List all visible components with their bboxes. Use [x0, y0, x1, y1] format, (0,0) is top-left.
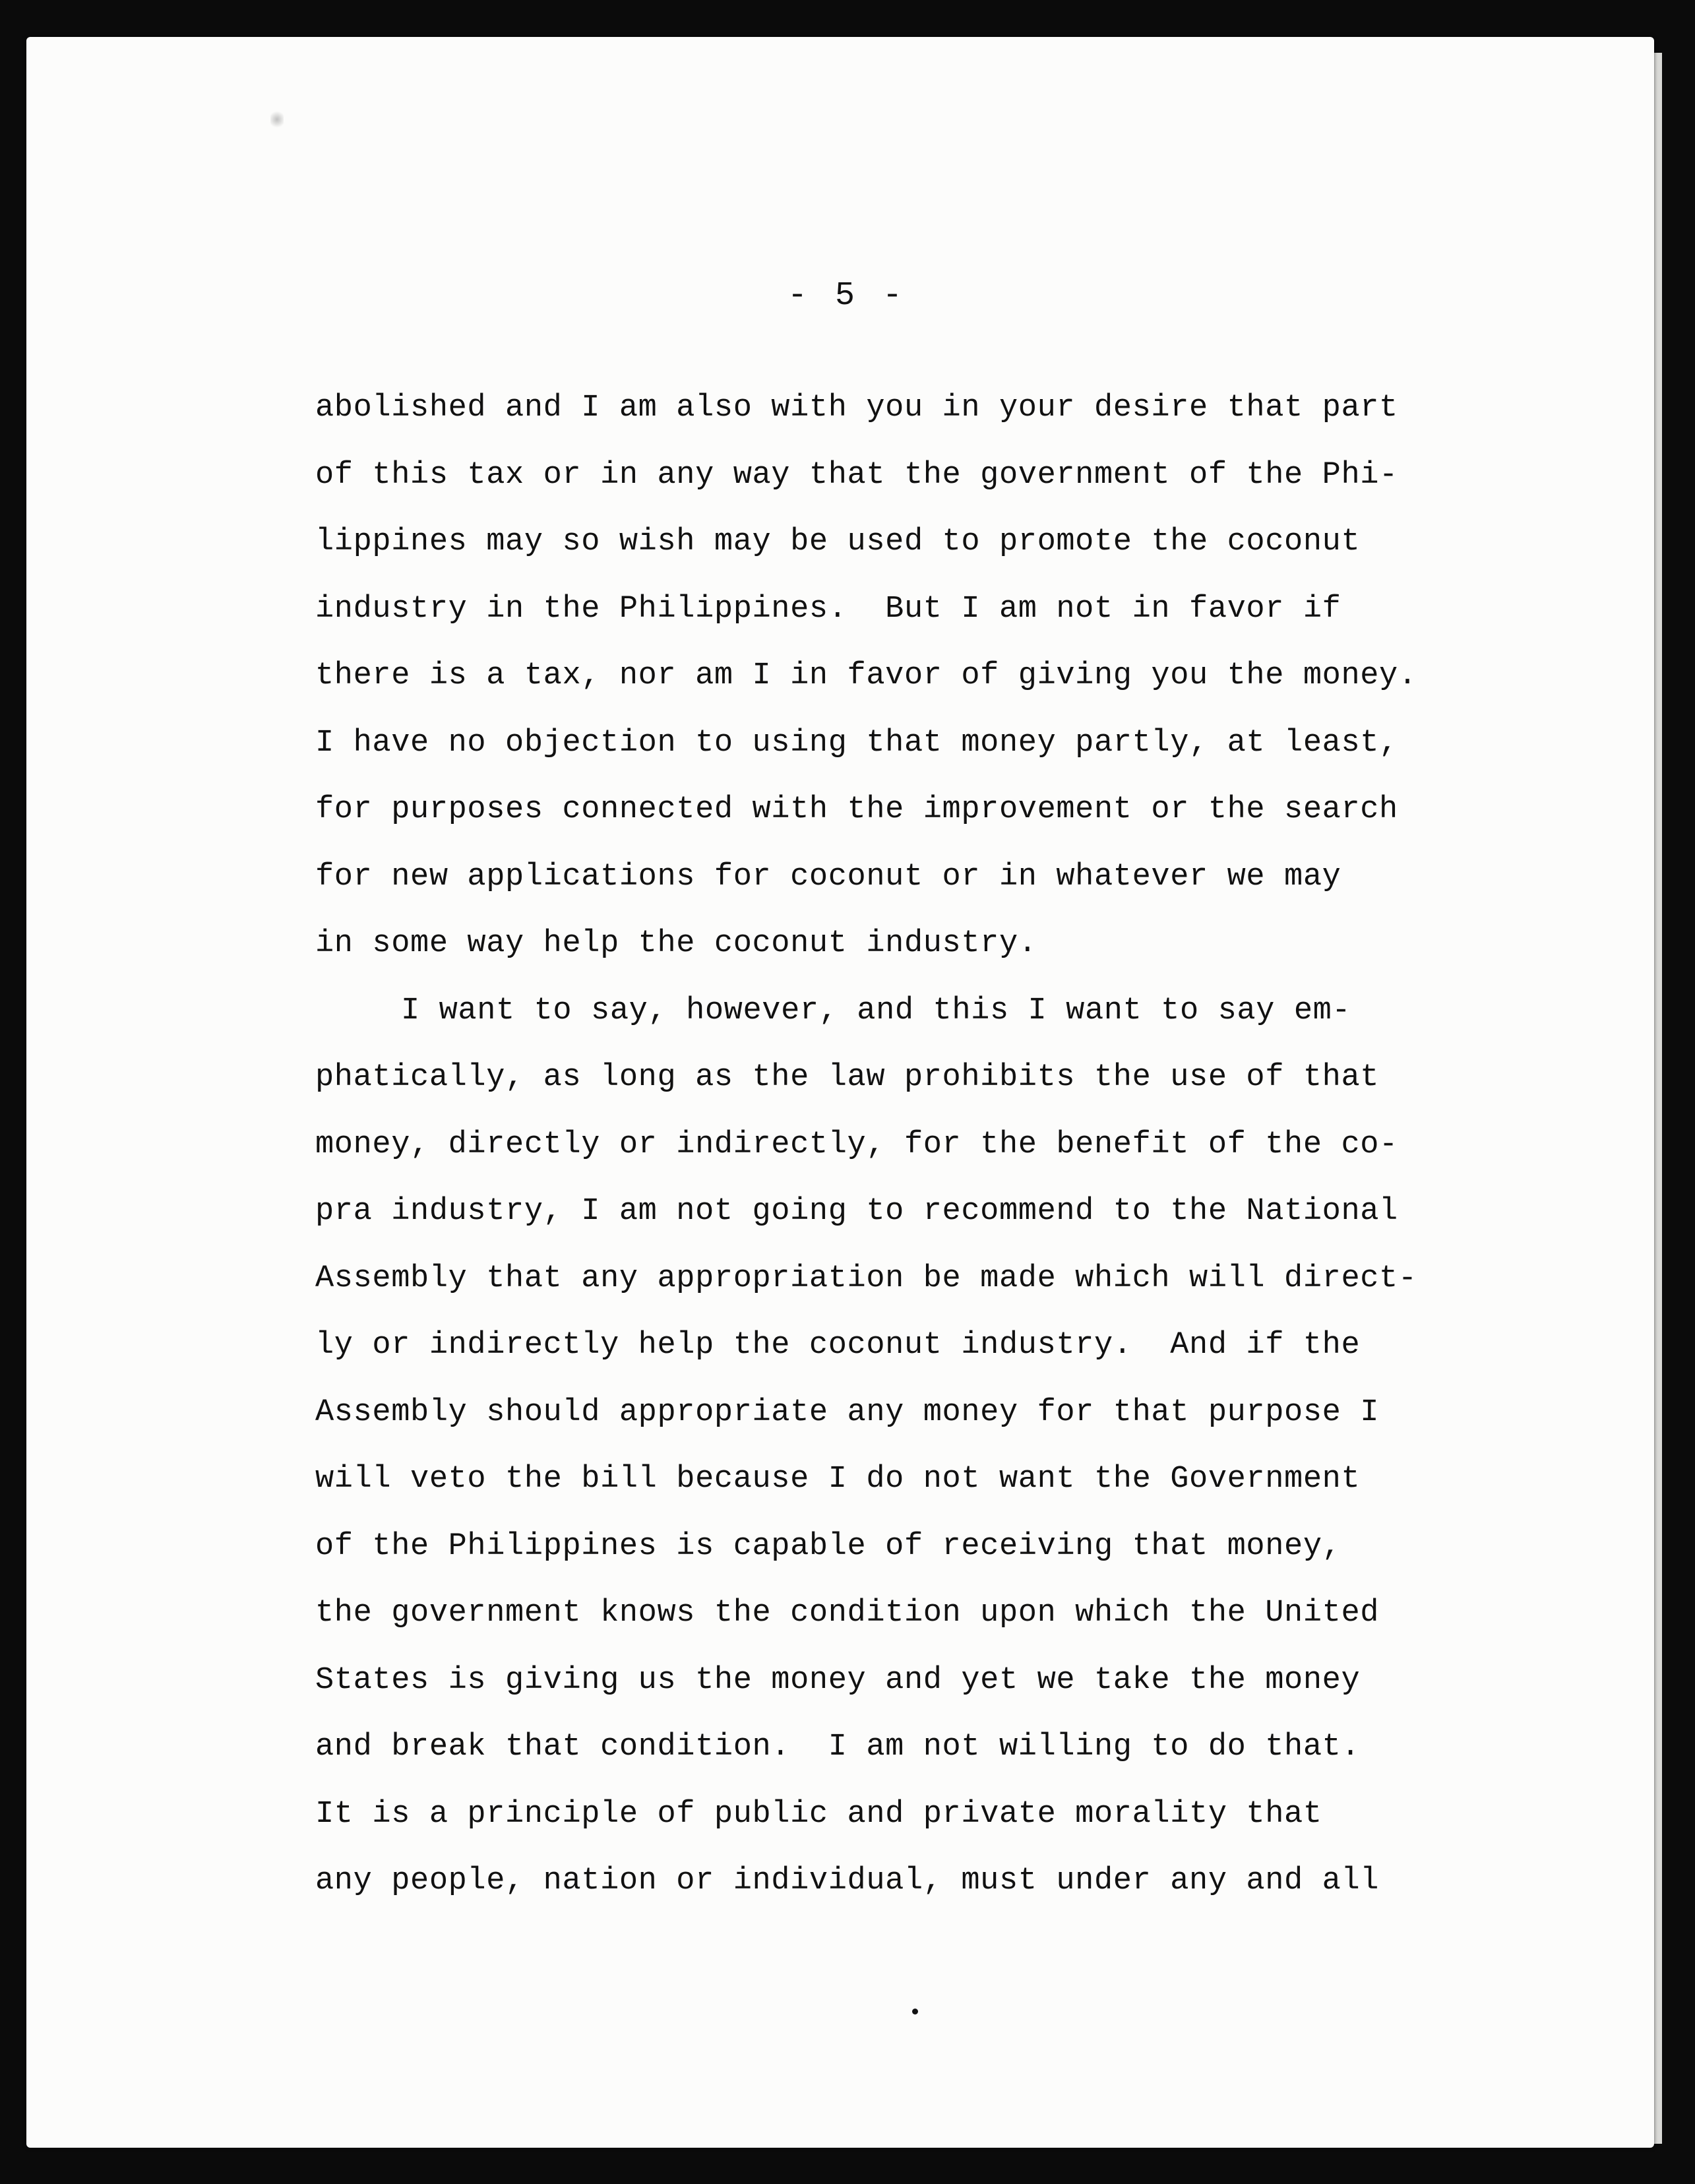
ink-dot [912, 2009, 918, 2014]
scan-smudge [270, 109, 284, 129]
text-line: phatically, as long as the law prohibits the use of that [315, 1060, 1380, 1095]
text-line: Assembly should appropriate any money for that purpose I [315, 1394, 1380, 1430]
text-line: there is a tax, nor am I in favor of giving you the money. [315, 658, 1417, 693]
text-line: the government knows the condition upon which the United [315, 1596, 1380, 1631]
text-line: for purposes connected with the improvement or the search [315, 792, 1398, 827]
text-line: lippines may so wish may be used to promote the coconut [315, 524, 1361, 559]
text-line: ly or indirectly help the coconut industry. And if the [315, 1328, 1361, 1363]
text-line: pra industry, I am not going to recommend to the National [315, 1194, 1398, 1229]
text-line: abolished and I am also with you in your desire that part [315, 390, 1398, 425]
text-line: It is a principle of public and private morality that [315, 1796, 1322, 1832]
text-line: money, directly or indirectly, for the benefit of the co- [315, 1127, 1398, 1162]
text-line: any people, nation or individual, must under any and all [315, 1863, 1380, 1898]
text-line: of the Philippines is capable of receiving that money, [315, 1528, 1341, 1564]
text-line: in some way help the coconut industry. [315, 926, 1037, 961]
body-text [315, 375, 1496, 1915]
text-line: I have no objection to using that money partly, at least, [315, 725, 1398, 761]
paragraph-start-line: I want to say, however, and this I want to say em- [401, 993, 1351, 1028]
text-line: Assembly that any appropriation be made which will direct- [315, 1261, 1417, 1296]
text-line: will veto the bill because I do not want the Government [315, 1462, 1361, 1497]
text-line: States is giving us the money and yet we take the money [315, 1662, 1361, 1698]
text-line: industry in the Philippines. But I am not in favor if [315, 591, 1341, 627]
page-number: - 5 - [787, 277, 907, 315]
text-line: of this tax or in any way that the government of the Phi- [315, 457, 1398, 493]
text-line: for new applications for coconut or in whatever we may [315, 859, 1341, 894]
text-line: and break that condition. I am not willing to do that. [315, 1730, 1361, 1764]
